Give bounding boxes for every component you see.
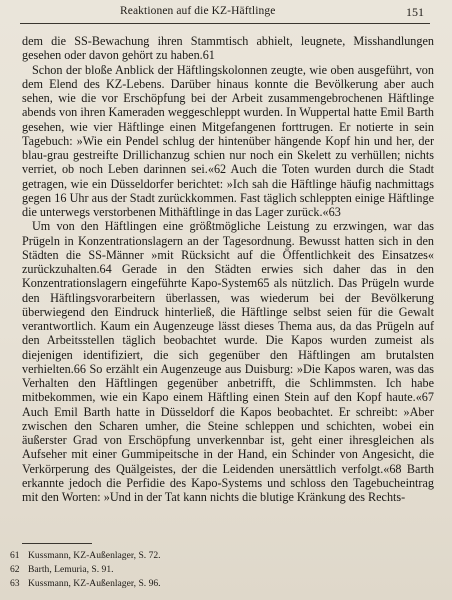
page-number: 151 <box>406 5 424 19</box>
body-text <box>22 34 434 504</box>
paragraph: Um von den Häftlingen eine größtmögliche Leistung zu erzwingen, war das Prügeln in Konzentrationslagern an der Tagesordnung. Bewusst hatten sich in den Städten die SS-Männer »mit Rücksicht auf die Öffentlichkeit des Einsatzes« zurückzuhalten.64 Gerade in den Städten erwies sich daher das in den Konzentrationslagern eingeführte Kapo-System65 als nützlich. Das Prügeln wurde den Häftlingsvorarbeitern überlassen, was wiederum bei der Bevölkerung überwiegend den Eindruck hinterließ, die Häftlinge selbst seien für die Gewalt verantwortlich. Kaum ein Augenzeuge lässt dieses Thema aus, da das Prügeln auf den Arbeitsstellen täglich beobachtet wurde. Die Kapos wurden zumeist als diejenigen identifiziert, die sich gegenüber den Häftlingen am brutalsten verhielten.66 So erzählt ein Augenzeuge aus Duisburg: »Die Kapos waren, was das Verhalten den Häftlingen gegenüber anbetrifft, die Schlimmsten. Ich habe mitbekommen, wie ein Kapo einem Häftling einen Stein auf den Kopf haute.«67 Auch Emil Barth hatte in Düsseldorf die Kapos beobachtet. Er schreibt: »Aber zwischen den Scharen umher, die Steine schleppen und schichten, wobei ein äußerster Grad von Erschöpfung unverkennbar ist, geht einer ihresgleichen als Aufseher mit einer Gummipeitsche in der Hand, ein Schinder von Angesicht, die Verkörperung des Quälgeistes, der die Leidenden unersättlich verfolgt.«68 Barth erkannte jedoch die Perfidie des Kapo-Systems und schloss den Tagebucheintrag mit den Worten: »Und in der Tat kann nichts die blutige Kränkung des Rechts- <box>22 219 434 504</box>
paragraph: dem die SS-Bewachung ihren Stammtisch abhielt, leugnete, Misshandlungen gesehen oder davon gehört zu haben.61 <box>22 34 434 63</box>
footnotes <box>10 549 430 591</box>
footnote <box>10 549 430 563</box>
page-header <box>20 3 430 24</box>
footnote-number: 62 <box>10 564 20 575</box>
footnote <box>10 577 430 591</box>
footnote-rule <box>22 543 92 544</box>
paragraph: Schon der bloße Anblick der Häftlingskolonnen zeugte, wie oben ausgeführt, von dem Elend des KZ-Lebens. Darüber hinaus konnte die Bevölkerung aber auch sehen, wie die vor Erschöpfung bei der Arbeit zusammengebrochenen Häftlinge abends von ihren Kameraden weggeschleppt wurden. In Wuppertal hatte Emil Barth gesehen, wie vier Häftlinge einen Mitgefangenen forttrugen. Er notierte in sein Tagebuch: »Wie ein Pendel schlug der hintenüber hängende Kopf hin und her, der blau-grau gestreifte Drillichanzug schien nur noch ein Skelett zu verhüllen; nichts verriet, ob noch Leben darinnen sei.«62 Auch die Toten wurden durch die Stadt getragen, wie ein Düsseldorfer berichtet: »Ich sah die Häftlinge häufig nachmittags gegen 16 Uhr aus der Stadt zurückkommen. Fast täglich schleppten einige Häftlinge die unterwegs verstorbenen Mithäftlinge in das Lager zurück.«63 <box>22 62 434 219</box>
running-title: Reaktionen auf die KZ-Häftlinge <box>120 5 276 17</box>
footnote-text: Kussmann, KZ-Außenlager, S. 72. <box>28 550 161 561</box>
footnote <box>10 563 430 577</box>
footnote-text: Barth, Lemuria, S. 91. <box>28 564 114 575</box>
footnote-number: 61 <box>10 550 20 561</box>
footnote-number: 63 <box>10 578 20 589</box>
footnote-text: Kussmann, KZ-Außenlager, S. 96. <box>28 578 161 589</box>
